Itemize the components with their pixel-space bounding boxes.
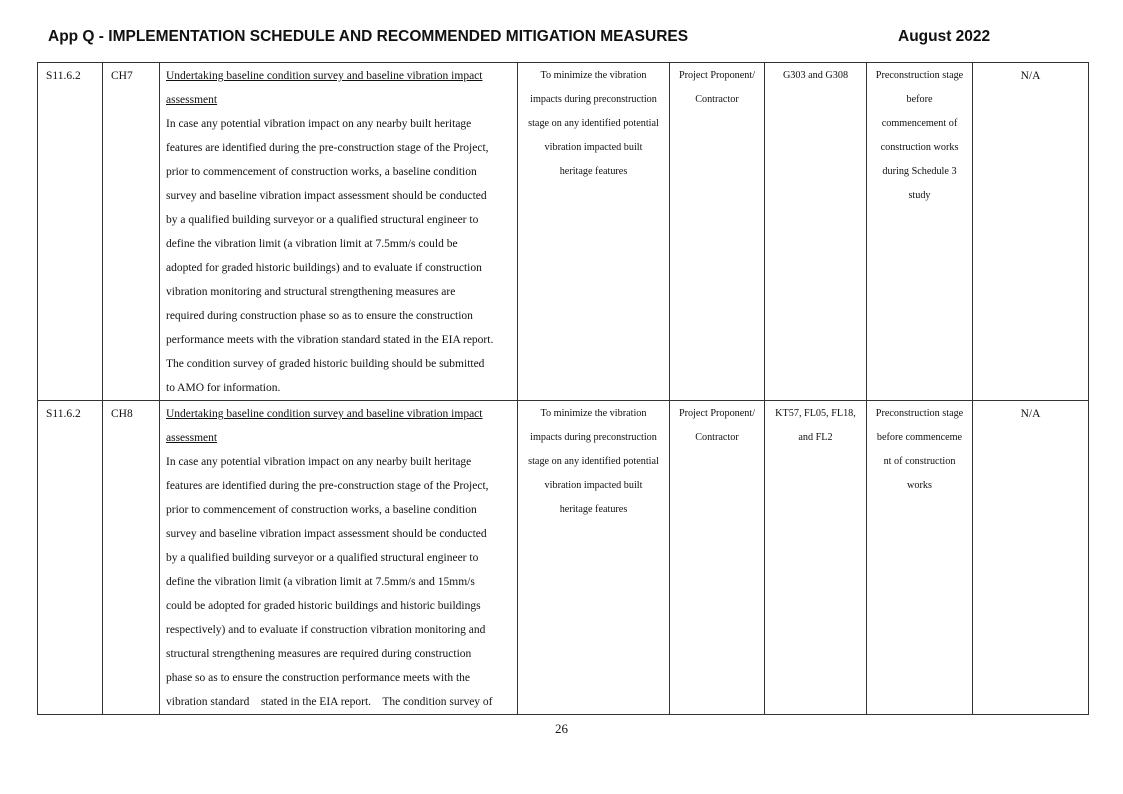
- location-line: G303 and G308: [782, 70, 849, 81]
- measure-body-line: prior to commencement of construction works, a baseline condition: [166, 504, 477, 516]
- when-line: nt of construction: [883, 456, 956, 467]
- measure-body-line: survey and baseline vibration impact assessment should be conducted: [166, 190, 487, 202]
- measure-body-line: respectively) and to evaluate if construction vibration monitoring and: [166, 624, 486, 636]
- measure-body-line: performance meets with the vibration standard stated in the EIA report.: [166, 334, 494, 346]
- location-cell: [765, 401, 867, 715]
- measure-body-line: by a qualified building surveyor or a qualified structural engineer to: [166, 552, 479, 564]
- measure-title-line: Undertaking baseline condition survey and baseline vibration impact: [166, 408, 483, 420]
- objectives-line: To minimize the vibration: [540, 70, 647, 81]
- measure-body-line: adopted for graded historic buildings) and to evaluate if construction: [166, 262, 482, 274]
- when-line: Preconstruction stage: [875, 408, 964, 419]
- measure-body-line: In case any potential vibration impact on any nearby built heritage: [166, 118, 472, 130]
- when-line: construction works: [880, 142, 959, 153]
- mitigation-measure-cell: [160, 63, 518, 401]
- em-ref: CH8: [111, 408, 133, 420]
- timing-cell: [867, 63, 973, 401]
- requirements-value: N/A: [1020, 408, 1041, 420]
- who-line: Project Proponent/: [678, 408, 756, 419]
- eia-ref: S11.6.2: [46, 408, 81, 420]
- measure-body-line: phase so as to ensure the construction performance meets with the: [166, 672, 471, 684]
- measure-title-line: Undertaking baseline condition survey and baseline vibration impact: [166, 70, 483, 82]
- measure-body-line: structural strengthening measures are required during construction: [166, 648, 472, 660]
- objectives-line: impacts during preconstruction: [530, 432, 657, 443]
- when-line: Preconstruction stage: [875, 70, 964, 81]
- eia-ref-cell: [38, 401, 103, 715]
- mitigation-measure-cell: [160, 401, 518, 715]
- measure-title-line: assessment: [166, 94, 218, 106]
- requirements-value: N/A: [1020, 70, 1041, 82]
- measure-body-line: The condition survey of graded historic building should be submitted: [166, 358, 485, 370]
- objectives-line: To minimize the vibration: [540, 408, 647, 419]
- when-line: works: [907, 480, 932, 491]
- em-ref: CH7: [111, 70, 133, 82]
- table-row: [38, 401, 1089, 715]
- measure-body-line: features are identified during the pre-construction stage of the Project,: [166, 142, 489, 154]
- when-line: during Schedule 3: [882, 166, 957, 177]
- em-ref-cell: [103, 401, 160, 715]
- document-date: August 2022: [898, 28, 991, 45]
- measure-body-line: define the vibration limit (a vibration limit at 7.5mm/s and 15mm/s: [166, 576, 475, 588]
- objectives-cell: [518, 63, 670, 401]
- implementation-agent-cell: [670, 401, 765, 715]
- objectives-line: stage on any identified potential: [528, 456, 659, 467]
- when-line: before: [906, 94, 933, 105]
- requirements-cell: [973, 63, 1089, 401]
- em-ref-cell: [103, 63, 160, 401]
- measure-body-line: to AMO for information.: [166, 382, 281, 394]
- implementation-schedule-table: [37, 62, 1089, 715]
- when-line: study: [908, 190, 931, 201]
- measure-body-line: define the vibration limit (a vibration limit at 7.5mm/s could be: [166, 238, 458, 250]
- objectives-line: vibration impacted built: [544, 142, 643, 153]
- objectives-line: stage on any identified potential: [528, 118, 659, 129]
- eia-ref-cell: [38, 63, 103, 401]
- when-line: before commenceme: [876, 432, 963, 443]
- who-line: Contractor: [695, 94, 739, 105]
- location-line: and FL2: [798, 432, 833, 443]
- measure-body-line: survey and baseline vibration impact assessment should be conducted: [166, 528, 487, 540]
- table-row: [38, 63, 1089, 401]
- objectives-line: impacts during preconstruction: [530, 94, 657, 105]
- page-number: 26: [555, 721, 568, 736]
- who-line: Project Proponent/: [678, 70, 756, 81]
- measure-body-line: could be adopted for graded historic buildings and historic buildings: [166, 600, 481, 612]
- measure-body-line: by a qualified building surveyor or a qualified structural engineer to: [166, 214, 479, 226]
- timing-cell: [867, 401, 973, 715]
- objectives-line: vibration impacted built: [544, 480, 643, 491]
- measure-body-line: vibration monitoring and structural strengthening measures are: [166, 286, 456, 298]
- requirements-cell: [973, 401, 1089, 715]
- measure-body-line: prior to commencement of construction works, a baseline condition: [166, 166, 477, 178]
- document-title: App Q - IMPLEMENTATION SCHEDULE AND RECOMMENDED MITIGATION MEASURES: [48, 28, 689, 45]
- who-line: Contractor: [695, 432, 739, 443]
- location-line: KT57, FL05, FL18,: [775, 408, 856, 419]
- measure-body-line: features are identified during the pre-construction stage of the Project,: [166, 480, 489, 492]
- eia-ref: S11.6.2: [46, 70, 81, 82]
- implementation-agent-cell: [670, 63, 765, 401]
- measure-title-line: assessment: [166, 432, 218, 444]
- location-cell: [765, 63, 867, 401]
- objectives-line: heritage features: [559, 504, 628, 515]
- objectives-line: heritage features: [559, 166, 628, 177]
- when-line: commencement of: [881, 118, 958, 129]
- measure-body-line: vibration standard stated in the EIA report. The condition survey of: [166, 696, 493, 708]
- measure-body-line: In case any potential vibration impact on any nearby built heritage: [166, 456, 472, 468]
- objectives-cell: [518, 401, 670, 715]
- measure-body-line: required during construction phase so as to ensure the construction: [166, 310, 473, 322]
